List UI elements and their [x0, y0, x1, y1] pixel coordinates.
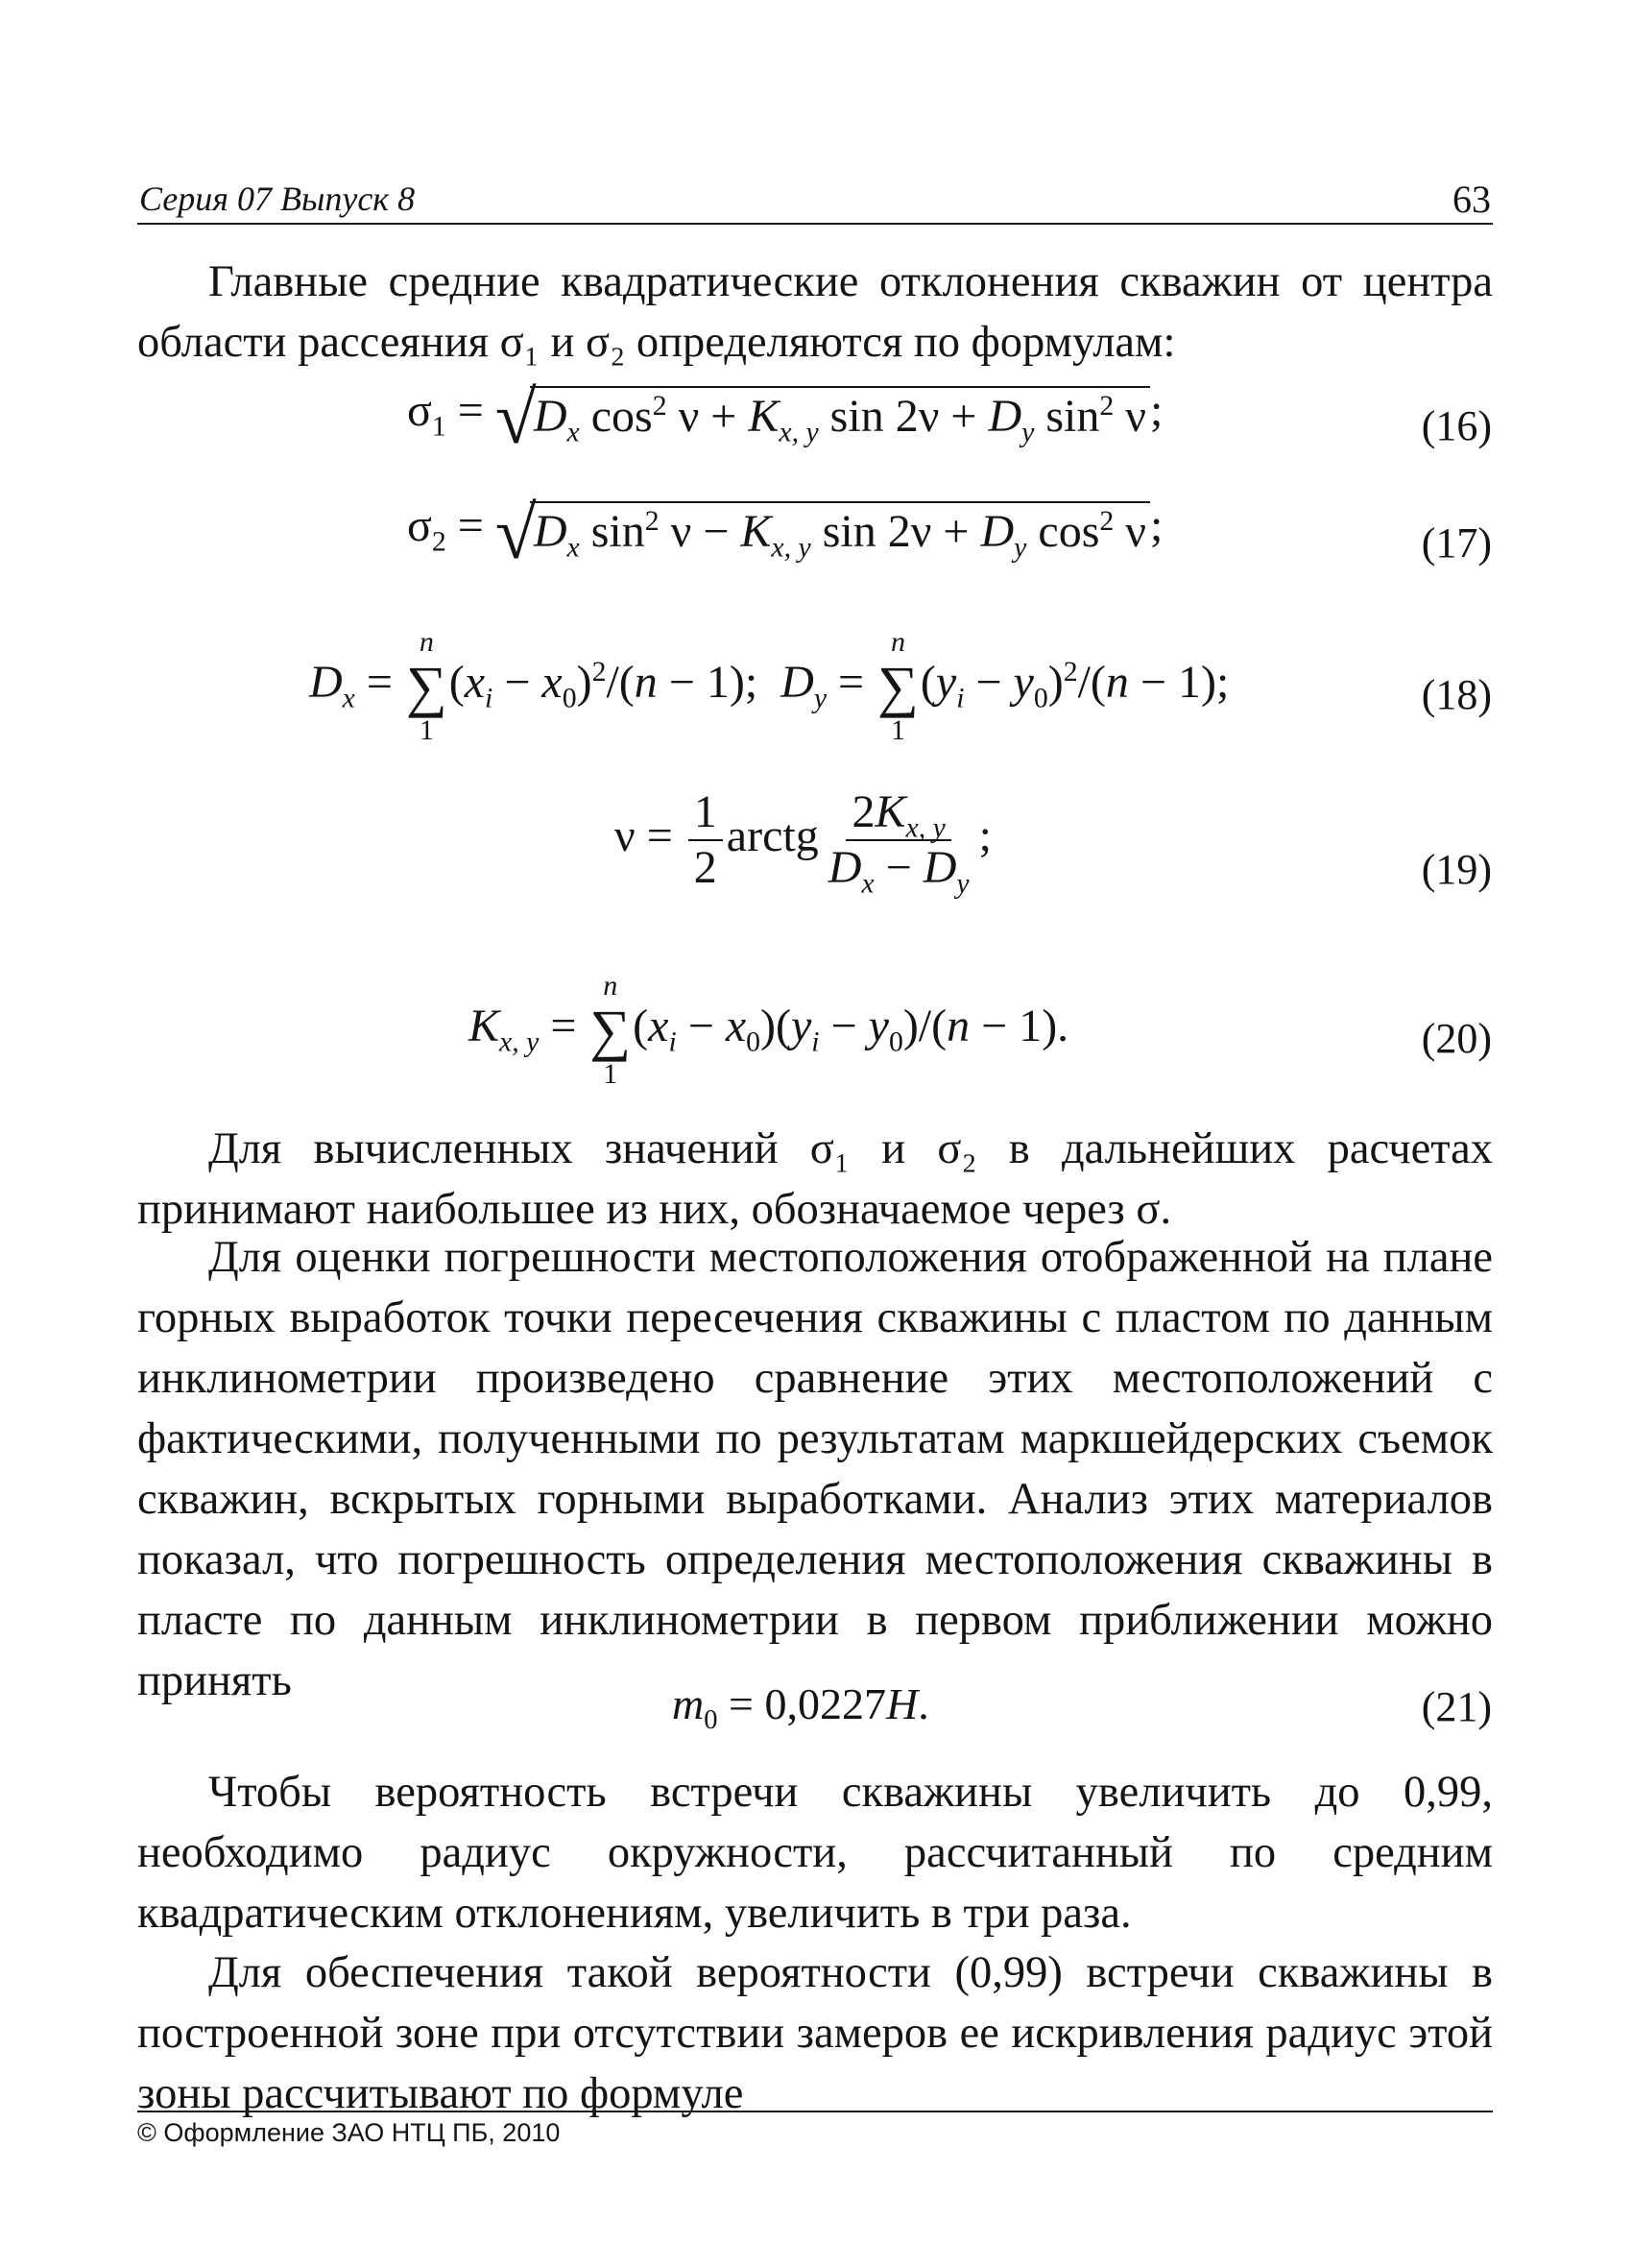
equation-20: $K_{x, y}$ = n ∑ 1 $(x_i - x_0)(y_i - y_0)/(n - 1)$. [468, 970, 1069, 1090]
equation-number-21: (21) [1421, 1683, 1492, 1730]
paragraph-max-sigma: Для вычисленных значений σ₁ и σ₂ в дальнейших расчетах принимают наибольшее из них, обозначаемое через σ. [137, 1124, 1493, 1234]
paragraph-zone-radius: Для обеспечения такой вероятности (0,99) встречи скважины в построенной зоне при отсутствии замеров ее искривления радиус этой зоны рассчитывают по формуле [137, 1948, 1493, 2118]
equation-18: $D_x$ = n ∑ 1 $(x_i - x_0)^2/(n - 1)$; $D_y$ = n ∑ 1 $(y_i - y_0)^2/(n - 1)$; [309, 626, 1230, 746]
equation-21: $m_0 = 0,0227H$. [672, 1679, 929, 1736]
equation-number-18: (18) [1421, 671, 1492, 718]
equation-19: ν = $\frac{1}{2}$ arctg $\frac{2K_{x, y}}{D_x - D_y}$ ; [614, 786, 992, 900]
page-footer [137, 2111, 1493, 2148]
paragraph-inclinometry: Для оценки погрешности местоположения отображенной на плане горных выработок точки пересечения скважины с пластом по данным инклинометрии произведено сравнение этих местоположений с фактическими, полученными по результатам маркшейдерских съемок скважин, вскрытых горными выработками. Анализ этих материалов показал, что погрешность определения местоположения скважины в пласте по данным инклинометрии в первом приближении можно принять [137, 1233, 1493, 1705]
equation-16: $\sigma_1$ = √ $D_x$ $\cos^2 \nu + K_{x, y}$ $\sin 2\nu + D_y$ $\sin^2 \nu$; [407, 375, 1164, 460]
equation-number-19: (19) [1421, 846, 1492, 893]
equation-number-17: (17) [1421, 519, 1492, 567]
paragraph-intro: Главные средние квадратические отклонения скважин от центра области рассеяния σ₁ и σ₂ определяются по формулам: [137, 257, 1493, 367]
equation-number-20: (20) [1421, 1015, 1492, 1062]
paragraph-probability: Чтобы вероятность встречи скважины увеличить до 0,99, необходимо радиус окружности, рассчитанный по средним квадратическим отклонениям, увеличить в три раза. [137, 1768, 1493, 1938]
equation-17: $\sigma_2$ = √ $D_x$ $\sin^2 \nu - K_{x, y}$ $\sin 2\nu + D_y$ $\cos^2 \nu$; [407, 491, 1164, 575]
running-header [137, 173, 1493, 225]
series-title: Серия 07 Выпуск 8 [139, 180, 416, 218]
copyright-text: © Оформление ЗАО НТЦ ПБ, 2010 [137, 2118, 561, 2147]
equation-number-16: (16) [1421, 402, 1492, 449]
page-number: 63 [1452, 178, 1491, 221]
